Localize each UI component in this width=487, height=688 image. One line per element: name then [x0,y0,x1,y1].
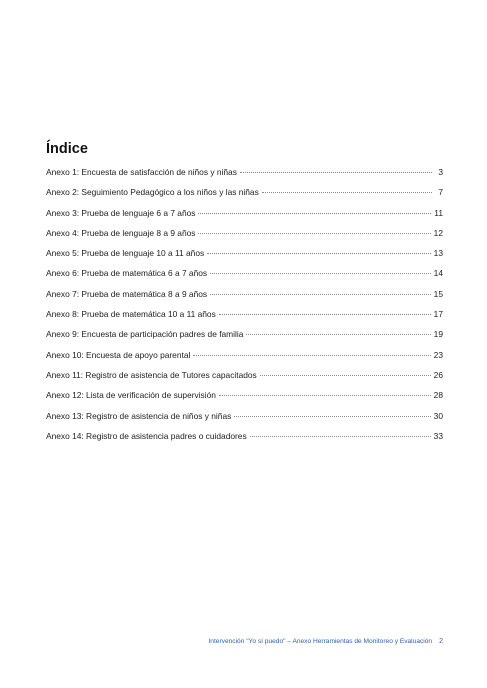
toc-entry-title: Anexo 5: Prueba de lenguaje 10 a 11 años [46,248,205,259]
toc-dot-leader [246,334,430,335]
toc-entry-title: Anexo 13: Registro de asistencia de niños y niñas [46,410,232,421]
footer-page-number: 2 [439,638,443,645]
toc-entry[interactable] [46,186,443,206]
toc-entry[interactable] [46,227,443,247]
toc-entry-page: 15 [433,288,443,299]
toc-entry-page: 17 [433,309,443,320]
toc-entry-page: 19 [433,329,443,340]
toc-entry-page: 23 [433,349,443,360]
toc-entry-title: Anexo 11: Registro de asistencia de Tutores capacitados [46,369,257,380]
toc-entry-title: Anexo 2: Seguimiento Pedagógico a los niños y las niñas [46,187,259,198]
toc-entry-page: 14 [433,268,443,279]
toc-entry[interactable] [46,308,443,328]
page-footer [200,638,443,645]
toc-dot-leader [260,375,431,376]
toc-entry[interactable] [46,369,443,389]
toc-heading: Índice [46,141,88,157]
toc-entry-page: 30 [433,410,443,421]
toc-entry-page: 28 [433,390,443,401]
toc-entry[interactable] [46,166,443,186]
toc-entry-page: 3 [438,167,443,177]
toc-entry[interactable] [46,430,443,450]
toc-entry-page: 13 [433,248,443,259]
toc-entry-title: Anexo 10: Encuesta de apoyo parental [46,349,191,360]
toc-entry[interactable] [46,389,443,409]
toc-entry-title: Anexo 7: Prueba de matemática 8 a 9 años [46,288,208,299]
toc-entry-title: Anexo 3: Prueba de lenguaje 6 a 7 años [46,207,196,218]
toc-entry-title: Anexo 4: Prueba de lenguaje 8 a 9 años [46,227,196,238]
toc-dot-leader [210,294,431,295]
toc-dot-leader [207,253,431,254]
toc-dot-leader [210,273,431,274]
toc-entry-title: Anexo 12: Lista de verificación de supervisión [46,390,216,401]
toc-dot-leader [219,314,431,315]
toc-entry[interactable] [46,349,443,369]
toc-entry-page: 7 [438,187,443,198]
toc-entry-title: Anexo 1: Encuesta de satisfacción de niños y niñas [46,167,237,177]
toc-entry[interactable] [46,207,443,227]
toc-entry[interactable] [46,288,443,308]
toc-entry-title: Anexo 8: Prueba de matemática 10 a 11 años [46,309,216,320]
toc-entry-title: Anexo 9: Encuesta de participación padres de familia [46,329,244,340]
toc-dot-leader [198,213,431,214]
toc-entry-page: 12 [433,227,443,238]
toc-dot-leader [262,192,432,193]
toc-entry-page: 26 [433,369,443,380]
toc-entry-page: 33 [433,430,443,441]
toc-entry-title: Anexo 14: Registro de asistencia padres o cuidadores [46,430,247,441]
table-of-contents [46,166,443,450]
toc-dot-leader [250,436,431,437]
toc-entry[interactable] [46,328,443,348]
toc-dot-leader [240,172,432,173]
toc-entry-page: 11 [434,207,443,218]
toc-dot-leader [193,355,430,356]
toc-entry-title: Anexo 6: Prueba de matemática 6 a 7 años [46,268,208,279]
toc-entry[interactable] [46,247,443,267]
toc-entry[interactable] [46,267,443,287]
toc-dot-leader [198,233,430,234]
toc-entry[interactable] [46,410,443,430]
footer-text: Intervención "Yo sí puedo" – Anexo Herramientas de Monitoreo y Evaluación [208,638,433,645]
toc-dot-leader [234,416,430,417]
toc-dot-leader [219,395,431,396]
